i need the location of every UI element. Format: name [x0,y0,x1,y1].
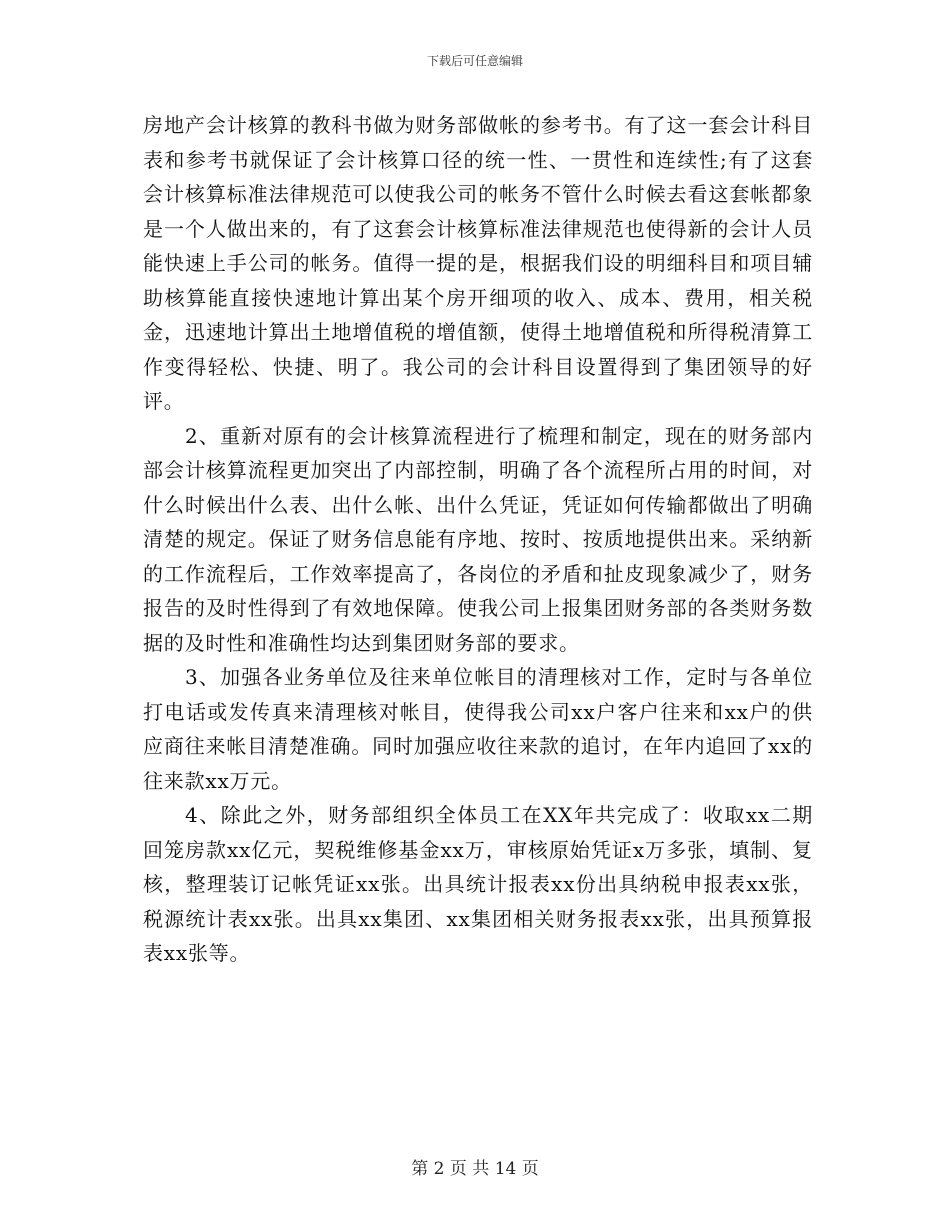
paragraph-item-2: 2、重新对原有的会计核算流程进行了梳理和制定，现在的财务部内部会计核算流程更加突出了内部控制，明确了各个流程所占用的时间，对什么时候出什么表、出什么帐、出什么凭证，凭证如何传输都做出了明确清楚的规定。保证了财务信息能有序地、按时、按质地提供出来。采纳新的工作流程后，工作效率提高了，各岗位的矛盾和扯皮现象减少了，财务报告的及时性得到了有效地保障。使我公司上报集团财务部的各类财务数据的及时性和准确性均达到集团财务部的要求。 [143,423,813,655]
document-body [143,108,813,971]
page-number-footer: 第 2 页 共 14 页 [411,1159,539,1179]
paragraph-item-4: 4、除此之外，财务部组织全体员工在XX年共完成了：收取xx二期回笼房款xx亿元，契税维修基金xx万，审核原始凭证x万多张，填制、复核，整理装订记帐凭证xx张。出具统计报表xx份出具纳税申报表xx张，税源统计表xx张。出具xx集团、xx集团相关财务报表xx张，出具预算报表xx张等。 [143,803,813,965]
paragraph-continued: 房地产会计核算的教科书做为财务部做帐的参考书。有了这一套会计科目表和参考书就保证了会计核算口径的统一性、一贯性和连续性;有了这套会计核算标准法律规范可以使我公司的帐务不管什么时候去看这套帐都象是一个人做出来的，有了这套会计核算标准法律规范也使得新的会计人员能快速上手公司的帐务。值得一提的是，根据我们设的明细科目和项目辅助核算能直接快速地计算出某个房开细项的收入、成本、费用，相关税金，迅速地计算出土地增值税的增值额，使得土地增值税和所得税清算工作变得轻松、快捷、明了。我公司的会计科目设置得到了集团领导的好评。 [143,113,813,413]
paragraph-item-3: 3、加强各业务单位及往来单位帐目的清理核对工作，定时与各单位打电话或发传真来清理核对帐目，使得我公司xx户客户往来和xx户的供应商往来帐目清楚准确。同时加强应收往来款的追讨，在年内追回了xx的往来款xx万元。 [143,665,813,793]
page-header: 下载后可任意编辑 [426,54,523,68]
